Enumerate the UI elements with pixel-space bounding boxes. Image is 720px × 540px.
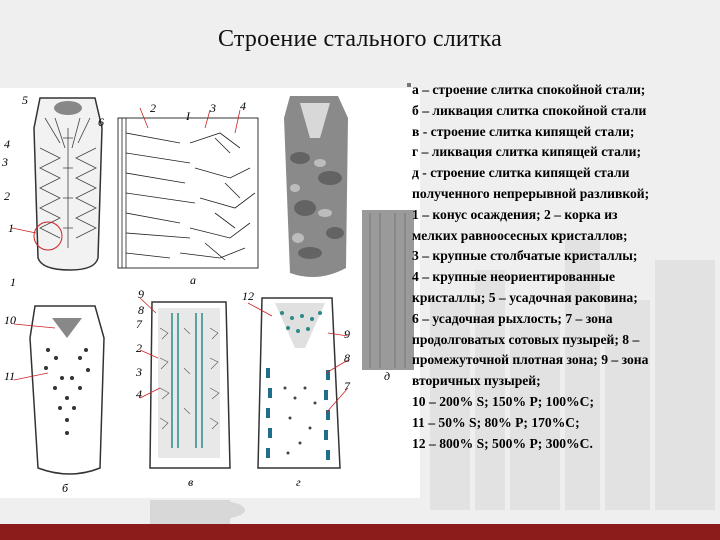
callout-3-left: 3 [2,155,8,169]
panel-label-d: д [384,369,391,383]
slide-title: Строение стального слитка [218,26,502,52]
callout-7-right: 7 [344,379,350,393]
legend-line: 10 – 200% S; 150% P; 100%C; [412,393,594,409]
legend-line: б – ликвация слитка спокойной стали [412,102,647,118]
legend-line: 11 – 50% S; 80% P; 170%C; [412,414,580,430]
ingot-photo-rimmed-steel [284,96,348,277]
legend-line: промежуточной плотная зона; 9 – зона [412,352,649,368]
callout-10: 10 [4,313,16,327]
callout-9-right: 9 [344,327,350,341]
callout-12: 12 [242,289,254,303]
legend-line: д - строение слитка кипящей стали [412,165,630,181]
legend-line: 12 – 800% S; 500% P; 300%C. [412,435,593,451]
callout-11: 11 [4,369,16,383]
legend-line: мелких равноосесных кристаллов; [412,227,628,243]
legend-line: в - строение слитка кипящей стали; [412,123,635,139]
callout-8-mid: 8 [138,303,144,317]
legend-line: 6 – усадочная рыхлость; 7 – зона [412,310,613,326]
legend-line: 4 – крупные неориентированные [412,269,616,285]
callout-2-left: 2 [4,189,10,203]
callout-1-lower: 1 [10,275,16,289]
ingot-structure-figure [0,88,420,498]
footer-accent-band [0,524,720,540]
structure-detail-I [118,108,258,268]
panel-label-b: б [62,481,69,495]
callout-1-left: 1 [8,221,14,235]
callout-5: 5 [22,93,28,107]
callout-6: 6 [98,115,104,129]
callout-4-left: 4 [4,137,10,151]
legend-text [412,80,712,454]
panel-label-g: г [296,475,301,489]
callout-7-mid: 7 [136,317,142,331]
legend-line: а – строение слитка спокойной стали; [412,82,646,97]
legend-line: г – ликвация слитка кипящей стали; [412,144,641,160]
callout-8-right: 8 [344,351,350,365]
callout-4-detail: 4 [240,99,246,113]
legend-line: кристаллы; 5 – усадочная раковина; [412,289,638,305]
ingot-v-rimmed-structure [140,298,230,468]
legend-line: 3 – крупные столбчатые кристаллы; [412,248,638,264]
ingot-g-rimmed-liquation [248,298,348,468]
continuous-cast-slab-photo [362,210,414,370]
legend-line: 1 – конус осаждения; 2 – корка из [412,206,618,222]
callout-roman-I: I [186,109,190,123]
panel-label-v: в [188,475,194,489]
callout-2-mid: 2 [136,341,142,355]
legend-line: вторичных пузырей; [412,373,541,389]
callout-3-mid: 3 [136,365,142,379]
callout-9-mid: 9 [138,287,144,301]
panel-label-a: а [190,273,196,287]
callout-2-detail: 2 [150,101,156,115]
legend-line: полученного непрерывной разливкой; [412,185,650,201]
callout-3-detail: 3 [210,101,216,115]
bullet-marker [407,83,411,87]
legend-line: продолговатых сотовых пузырей; 8 – [412,331,640,347]
callout-4-mid: 4 [136,387,142,401]
